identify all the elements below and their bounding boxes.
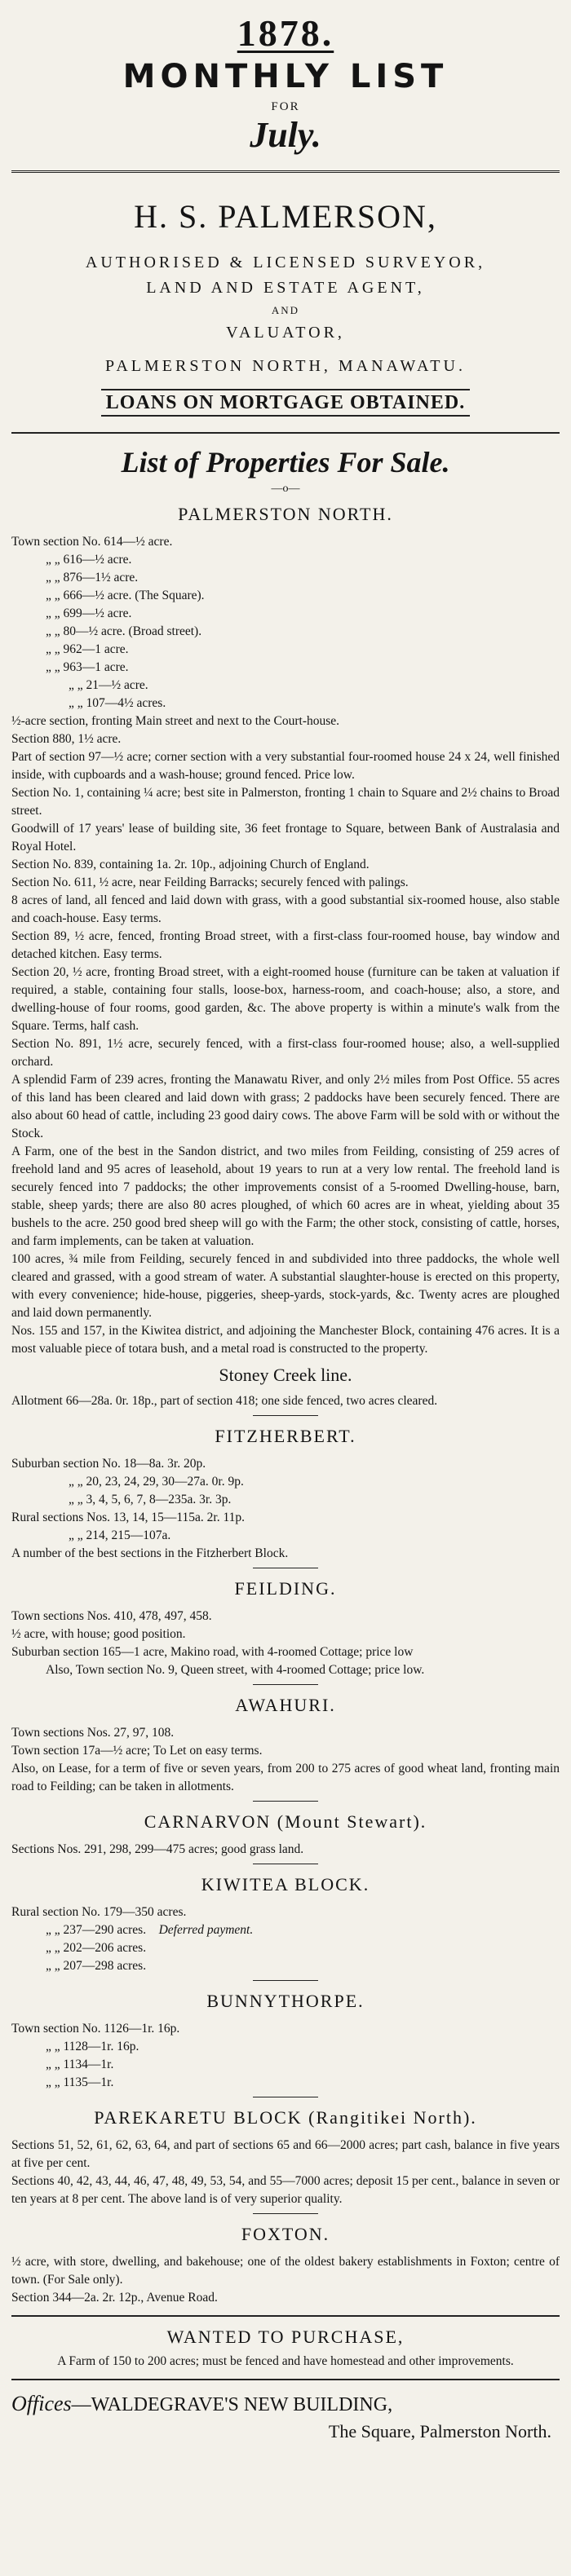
year-heading: 1878. xyxy=(237,12,334,54)
list-item: Sections 51, 52, 61, 62, 63, 64, and part of sections 65 and 66—2000 acres; part cash, balance in five years at five per cent. xyxy=(11,2138,560,2170)
list-item: Allotment 66—28a. 0r. 18p., part of section 418; one side fenced, two acres cleared. xyxy=(11,1394,438,1408)
business-location: PALMERSTON NORTH, MANAWATU. xyxy=(105,357,466,375)
list-item-text: „ „ 237—290 acres. xyxy=(46,1923,147,1937)
section-palmerston-north xyxy=(11,504,560,1410)
offices-label: Offices xyxy=(11,2392,72,2415)
section-title: PALMERSTON NORTH. xyxy=(178,504,393,524)
subsection-title-stoney-creek: Stoney Creek line. xyxy=(219,1365,352,1385)
list-item: „ „ 202—206 acres. xyxy=(46,1941,147,1955)
list-item: Section 20, ½ acre, fronting Broad street, with a eight-roomed house (furniture can be taken at valuation if required, a stable, containing four stalls, loose-box, harness-room, and coach-house; also, a store, and dwelling-house of four rooms, good garden, &c. The above property is within a minute's walk from the Square. Terms, half cash. xyxy=(11,965,560,1033)
section-bunnythorpe xyxy=(11,1991,560,2092)
section-title: KIWITEA BLOCK. xyxy=(201,1874,370,1895)
section-title: BUNNYTHORPE. xyxy=(206,1991,365,2011)
list-item: Sections Nos. 291, 298, 299—475 acres; good grass land. xyxy=(11,1842,304,1856)
list-item xyxy=(11,1921,560,1939)
list-item: Section 89, ½ acre, fenced, fronting Broad street, with a first-class four-roomed house, bay window and detached kitchen. Easy terms. xyxy=(11,929,560,961)
list-item: „ „ 1128—1r. 16p. xyxy=(46,2040,139,2053)
list-item: Goodwill of 17 years' lease of building site, 36 feet frontage to Square, between Bank of Australasia and Royal Hotel. xyxy=(11,822,560,854)
section-divider xyxy=(253,1684,318,1685)
for-label: FOR xyxy=(271,100,300,113)
section-divider xyxy=(253,1980,318,1981)
business-and: AND xyxy=(271,304,300,316)
section-foxton xyxy=(11,2224,560,2307)
loans-banner xyxy=(11,392,560,414)
list-title: List of Properties For Sale. xyxy=(121,446,450,479)
section-title: WANTED TO PURCHASE, xyxy=(166,2327,405,2347)
list-item: Town sections Nos. 27, 97, 108. xyxy=(11,1726,175,1740)
list-item: Also, Town section No. 9, Queen street, with 4-roomed Cottage; price low. xyxy=(46,1663,425,1677)
list-item: „ „ 107—4½ acres. xyxy=(69,696,166,710)
section-title: CARNARVON (Mount Stewart). xyxy=(144,1811,427,1832)
deferred-payment-note: Deferred payment. xyxy=(158,1923,254,1937)
list-item: Sections 40, 42, 43, 44, 46, 47, 48, 49, 53, 54, and 55—7000 acres; deposit 15 per cent., balance in seven or ten years at 8 per cent. The above land is of very superior quality. xyxy=(11,2174,560,2206)
list-item: „ „ 214, 215—107a. xyxy=(69,1528,171,1542)
section-title: FEILDING. xyxy=(234,1578,337,1599)
list-item: 8 acres of land, all fenced and laid down with grass, with a good substantial six-roomed house, also stable and coach-house. Easy terms. xyxy=(11,893,560,925)
section-title: FOXTON. xyxy=(241,2224,330,2244)
list-item: Suburban section 165—1 acre, Makino road, with 4-roomed Cottage; price low xyxy=(11,1645,414,1659)
wanted-divider-top xyxy=(11,2315,560,2317)
list-item: Also, on Lease, for a term of five or seven years, from 200 to 275 acres of good wheat land, fronting main road to Feilding; can be taken in allotments. xyxy=(11,1762,560,1793)
offices-building: —WALDEGRAVE'S NEW BUILDING, xyxy=(71,2394,393,2415)
list-item: „ „ 876—1½ acre. xyxy=(46,571,139,584)
list-item: ½ acre, with house; good position. xyxy=(11,1627,186,1641)
list-item: „ „ 963—1 acre. xyxy=(46,660,129,674)
list-item: Rural section No. 179—350 acres. xyxy=(11,1905,187,1919)
offices-address: The Square, Palmerston North. xyxy=(328,2421,551,2441)
list-item: ½-acre section, fronting Main street and next to the Court-house. xyxy=(11,714,340,728)
list-item: A Farm, one of the best in the Sandon district, and two miles from Feilding, consisting of 259 acres of freehold land and 95 acres of leasehold, about 19 years to run at a very low rental. The freehold land is securely fenced into 7 paddocks; the other improvements consist of a 5-roomed Dwelling-house, barn, stable, sheep yards; there are also 80 acres ploughed, of which 60 acres are in wheat, yielding about 35 bushels to the acre. 250 good bred sheep will go with the Farm; the other stock, consisting of cattle, horses, and farm implements, can be taken at valuation. xyxy=(11,1145,560,1248)
list-item: „ „ 21—½ acre. xyxy=(69,678,148,692)
loans-text: LOANS ON MORTGAGE OBTAINED. xyxy=(101,389,470,417)
list-item: Rural sections Nos. 13, 14, 15—115a. 2r. 11p. xyxy=(11,1511,246,1524)
section-carnarvon xyxy=(11,1811,560,1859)
section-title: PAREKARETU BLOCK (Rangitikei North). xyxy=(94,2107,477,2128)
list-item: „ „ 1134—1r. xyxy=(46,2058,114,2071)
loans-divider xyxy=(11,432,560,434)
list-item: Section No. 839, containing 1a. 2r. 10p., adjoining Church of England. xyxy=(11,858,370,871)
list-item: Nos. 155 and 157, in the Kiwitea district, and adjoining the Manchester Block, containing 476 acres. It is a most valuable piece of totara bush, and a metal road is constructed to the property. xyxy=(11,1324,560,1356)
list-item: Town section No. 1126—1r. 16p. xyxy=(11,2022,180,2036)
list-item: Section No. 1, containing ¼ acre; best site in Palmerston, fronting 1 chain to Square and 2½ chains to Broad street. xyxy=(11,786,560,818)
list-item: „ „ 616—½ acre. xyxy=(46,553,132,567)
list-item: ½ acre, with store, dwelling, and bakehouse; one of the oldest bakery establishments in Foxton; centre of town. (For Sale only). xyxy=(11,2255,560,2287)
list-item: Town section No. 614—½ acre. xyxy=(11,535,173,549)
list-item: Town section 17a—½ acre; To Let on easy terms. xyxy=(11,1744,263,1758)
section-kiwitea xyxy=(11,1874,560,1975)
section-parekaretu xyxy=(11,2107,560,2208)
section-title: FITZHERBERT. xyxy=(215,1426,356,1446)
section-divider xyxy=(253,1415,318,1416)
list-item: Section No. 891, 1½ acre, securely fenced, with a first-class four-roomed house; also, a well-supplied orchard. xyxy=(11,1037,560,1069)
business-block xyxy=(11,197,560,376)
business-title-valuator: VALUATOR, xyxy=(226,324,345,342)
list-item: Town sections Nos. 410, 478, 497, 458. xyxy=(11,1609,212,1623)
offices-block xyxy=(11,2392,560,2442)
list-item: „ „ 962—1 acre. xyxy=(46,642,129,656)
offices-divider xyxy=(11,2379,560,2380)
list-item: „ „ 3, 4, 5, 6, 7, 8—235a. 3r. 3p. xyxy=(69,1493,232,1506)
section-awahuri xyxy=(11,1695,560,1796)
list-item: Section No. 611, ½ acre, near Feilding Barracks; securely fenced with palings. xyxy=(11,876,409,889)
list-item: Section 344—2a. 2r. 12p., Avenue Road. xyxy=(11,2291,218,2305)
masthead xyxy=(11,11,560,156)
list-item: Suburban section No. 18—8a. 3r. 20p. xyxy=(11,1457,206,1471)
section-feilding xyxy=(11,1578,560,1679)
list-item: „ „ 699—½ acre. xyxy=(46,607,132,620)
ornament: —o— xyxy=(271,483,300,495)
section-divider xyxy=(253,1801,318,1802)
list-item: A splendid Farm of 239 acres, fronting the Manawatu River, and only 2½ miles from Post Office. 55 acres of this land has been cleared and laid down with grass; 2 paddocks have been securely fenced. There are also about 60 head of cattle, including 23 good dairy cows. The above Farm will be sold with or without the Stock. xyxy=(11,1073,560,1140)
business-title-agent: LAND AND ESTATE AGENT, xyxy=(146,279,425,297)
list-item: „ „ 80—½ acre. (Broad street). xyxy=(46,624,202,638)
section-wanted xyxy=(11,2327,560,2371)
list-item: „ „ 207—298 acres. xyxy=(46,1959,147,1973)
list-item: Section 880, 1½ acre. xyxy=(11,732,122,746)
business-title-surveyor: AUTHORISED & LICENSED SURVEYOR, xyxy=(85,254,486,271)
month-heading: July. xyxy=(250,115,321,155)
section-title: AWAHURI. xyxy=(235,1695,336,1715)
list-item: 100 acres, ¾ mile from Feilding, securely fenced in and subdivided into three paddocks, the whole well cleared and grassed, with a good stream of water. A substantial slaughter-house is erected on this property, with every convenience; hide-house, piggeries, sheep-yards, stock-yards, &c. Twenty acres are ploughed and laid down permanently. xyxy=(11,1252,560,1320)
list-item: A number of the best sections in the Fitzherbert Block. xyxy=(11,1546,289,1560)
list-item: „ „ 20, 23, 24, 29, 30—27a. 0r. 9p. xyxy=(69,1475,244,1489)
list-item: „ „ 1135—1r. xyxy=(46,2075,114,2089)
section-fitzherbert xyxy=(11,1426,560,1563)
monthly-list-heading: MONTHLY LIST xyxy=(122,58,449,95)
list-item: „ „ 666—½ acre. (The Square). xyxy=(46,589,205,602)
business-name: H. S. PALMERSON, xyxy=(134,198,437,235)
offices-line xyxy=(11,2392,560,2416)
header-divider xyxy=(11,170,560,173)
list-item: Part of section 97—½ acre; corner section with a very substantial four-roomed house 24 x 24, well finished inside, with cupboards and a wash-house; ground fenced. Price low. xyxy=(11,750,560,782)
wanted-text: A Farm of 150 to 200 acres; must be fenced and have homestead and other improvements. xyxy=(57,2354,514,2368)
section-divider xyxy=(253,2213,318,2214)
